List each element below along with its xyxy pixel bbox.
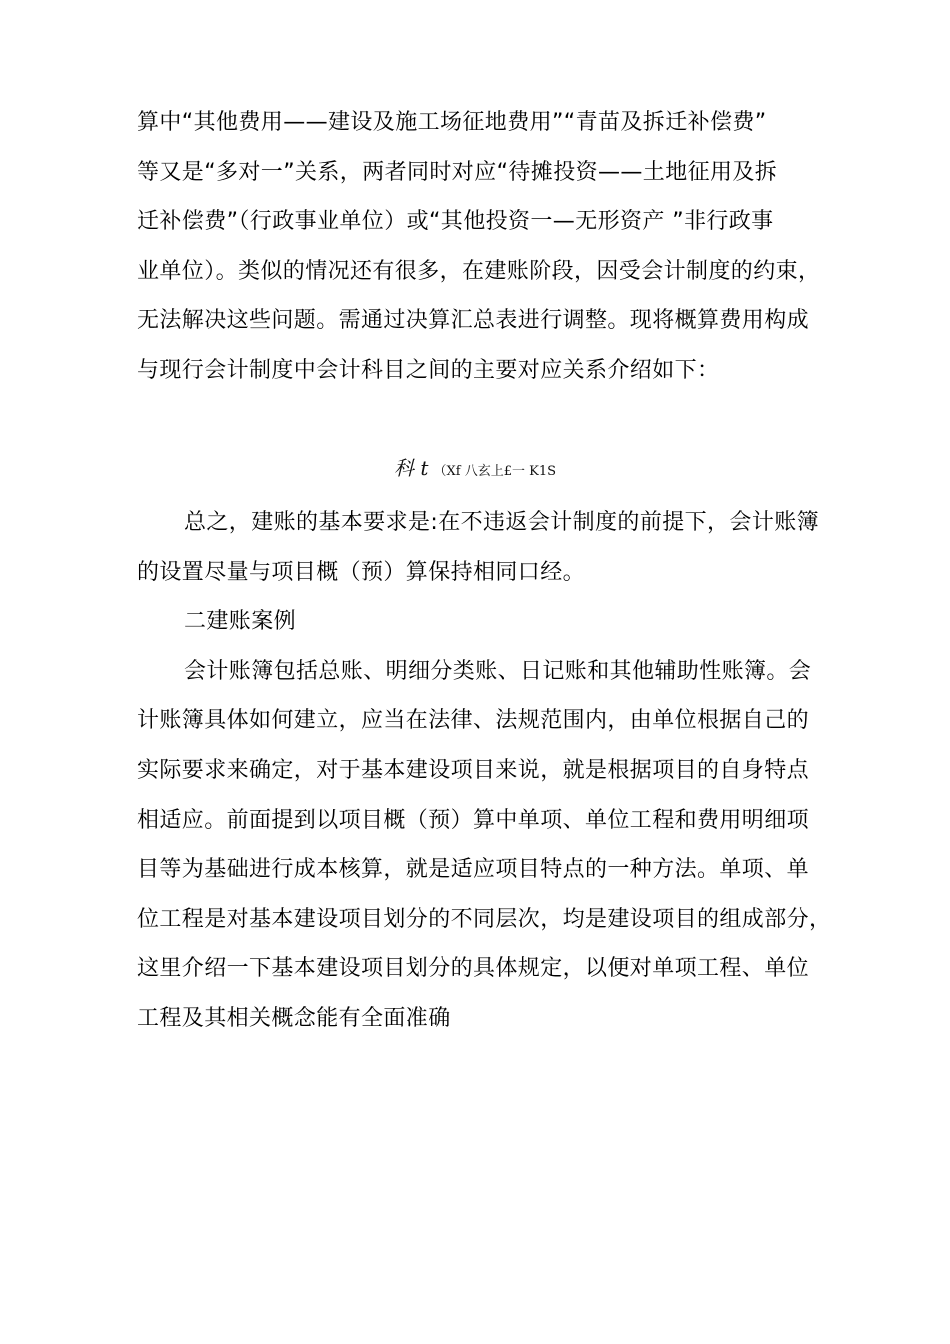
text-line: 无法解决这些问题。需通过决算汇总表进行调整。现将概算费用构成 bbox=[137, 308, 810, 334]
text-line: 的设置尽量与项目概（预）算保持相同口经。 bbox=[137, 559, 586, 585]
text-line: 目等为基础进行成本核算，就是适应项目特点的一种方法。单项、单 bbox=[137, 857, 810, 883]
text-line: 业单位）。类似的情况还有很多，在建账阶段，因受会计制度的约束， bbox=[137, 258, 821, 284]
text-line: 相适应。前面提到以项目概（预）算中单项、单位工程和费用明细项 bbox=[137, 807, 810, 833]
text-line: 位工程是对基本建设项目划分的不同层次，均是建设项目的组成部分， bbox=[137, 906, 832, 932]
paragraph-cost-mapping bbox=[137, 98, 837, 396]
text-line: 算中“其他费用——建设及施工场征地费用”“青苗及拆迁补偿费” bbox=[137, 110, 767, 135]
text-line: 迁补偿费”（行政事业单位）或“其他投资一—无形资产 ”非行政事 bbox=[137, 209, 774, 235]
caption-main-text: 科 t bbox=[394, 456, 429, 480]
text-line: 计账簿具体如何建立，应当在法律、法规范围内，由单位根据自己的 bbox=[137, 708, 810, 734]
body-text-bottom bbox=[137, 498, 837, 1044]
paragraph-ledger-case bbox=[137, 647, 837, 1044]
text-line: 会计账簿包括总账、明细分类账、日记账和其他辅助性账簿。会 bbox=[184, 658, 812, 684]
paragraph-summary bbox=[137, 498, 837, 597]
text-line: 这里介绍一下基本建设项目划分的具体规定，以便对单项工程、单位 bbox=[137, 956, 810, 982]
figure-caption bbox=[0, 452, 950, 481]
section-heading bbox=[137, 597, 837, 647]
text-line: 实际要求来确定，对于基本建设项目来说，就是根据项目的自身特点 bbox=[137, 757, 810, 783]
text-line: 等又是“多对一”关系，两者同时对应“待摊投资——土地征用及拆 bbox=[137, 159, 778, 185]
section-heading-text: 二建账案例 bbox=[184, 609, 297, 635]
text-line: 与现行会计制度中会计科目之间的主要对应关系介绍如下： bbox=[137, 357, 720, 383]
text-line: 总之，建账的基本要求是:在不违返会计制度的前提下，会计账簿 bbox=[184, 510, 820, 535]
body-text-top bbox=[137, 98, 837, 396]
caption-small-text: （Xf 八玄上£一 K1S bbox=[433, 464, 556, 479]
text-line: 工程及其相关概念能有全面准确 bbox=[137, 1005, 451, 1031]
